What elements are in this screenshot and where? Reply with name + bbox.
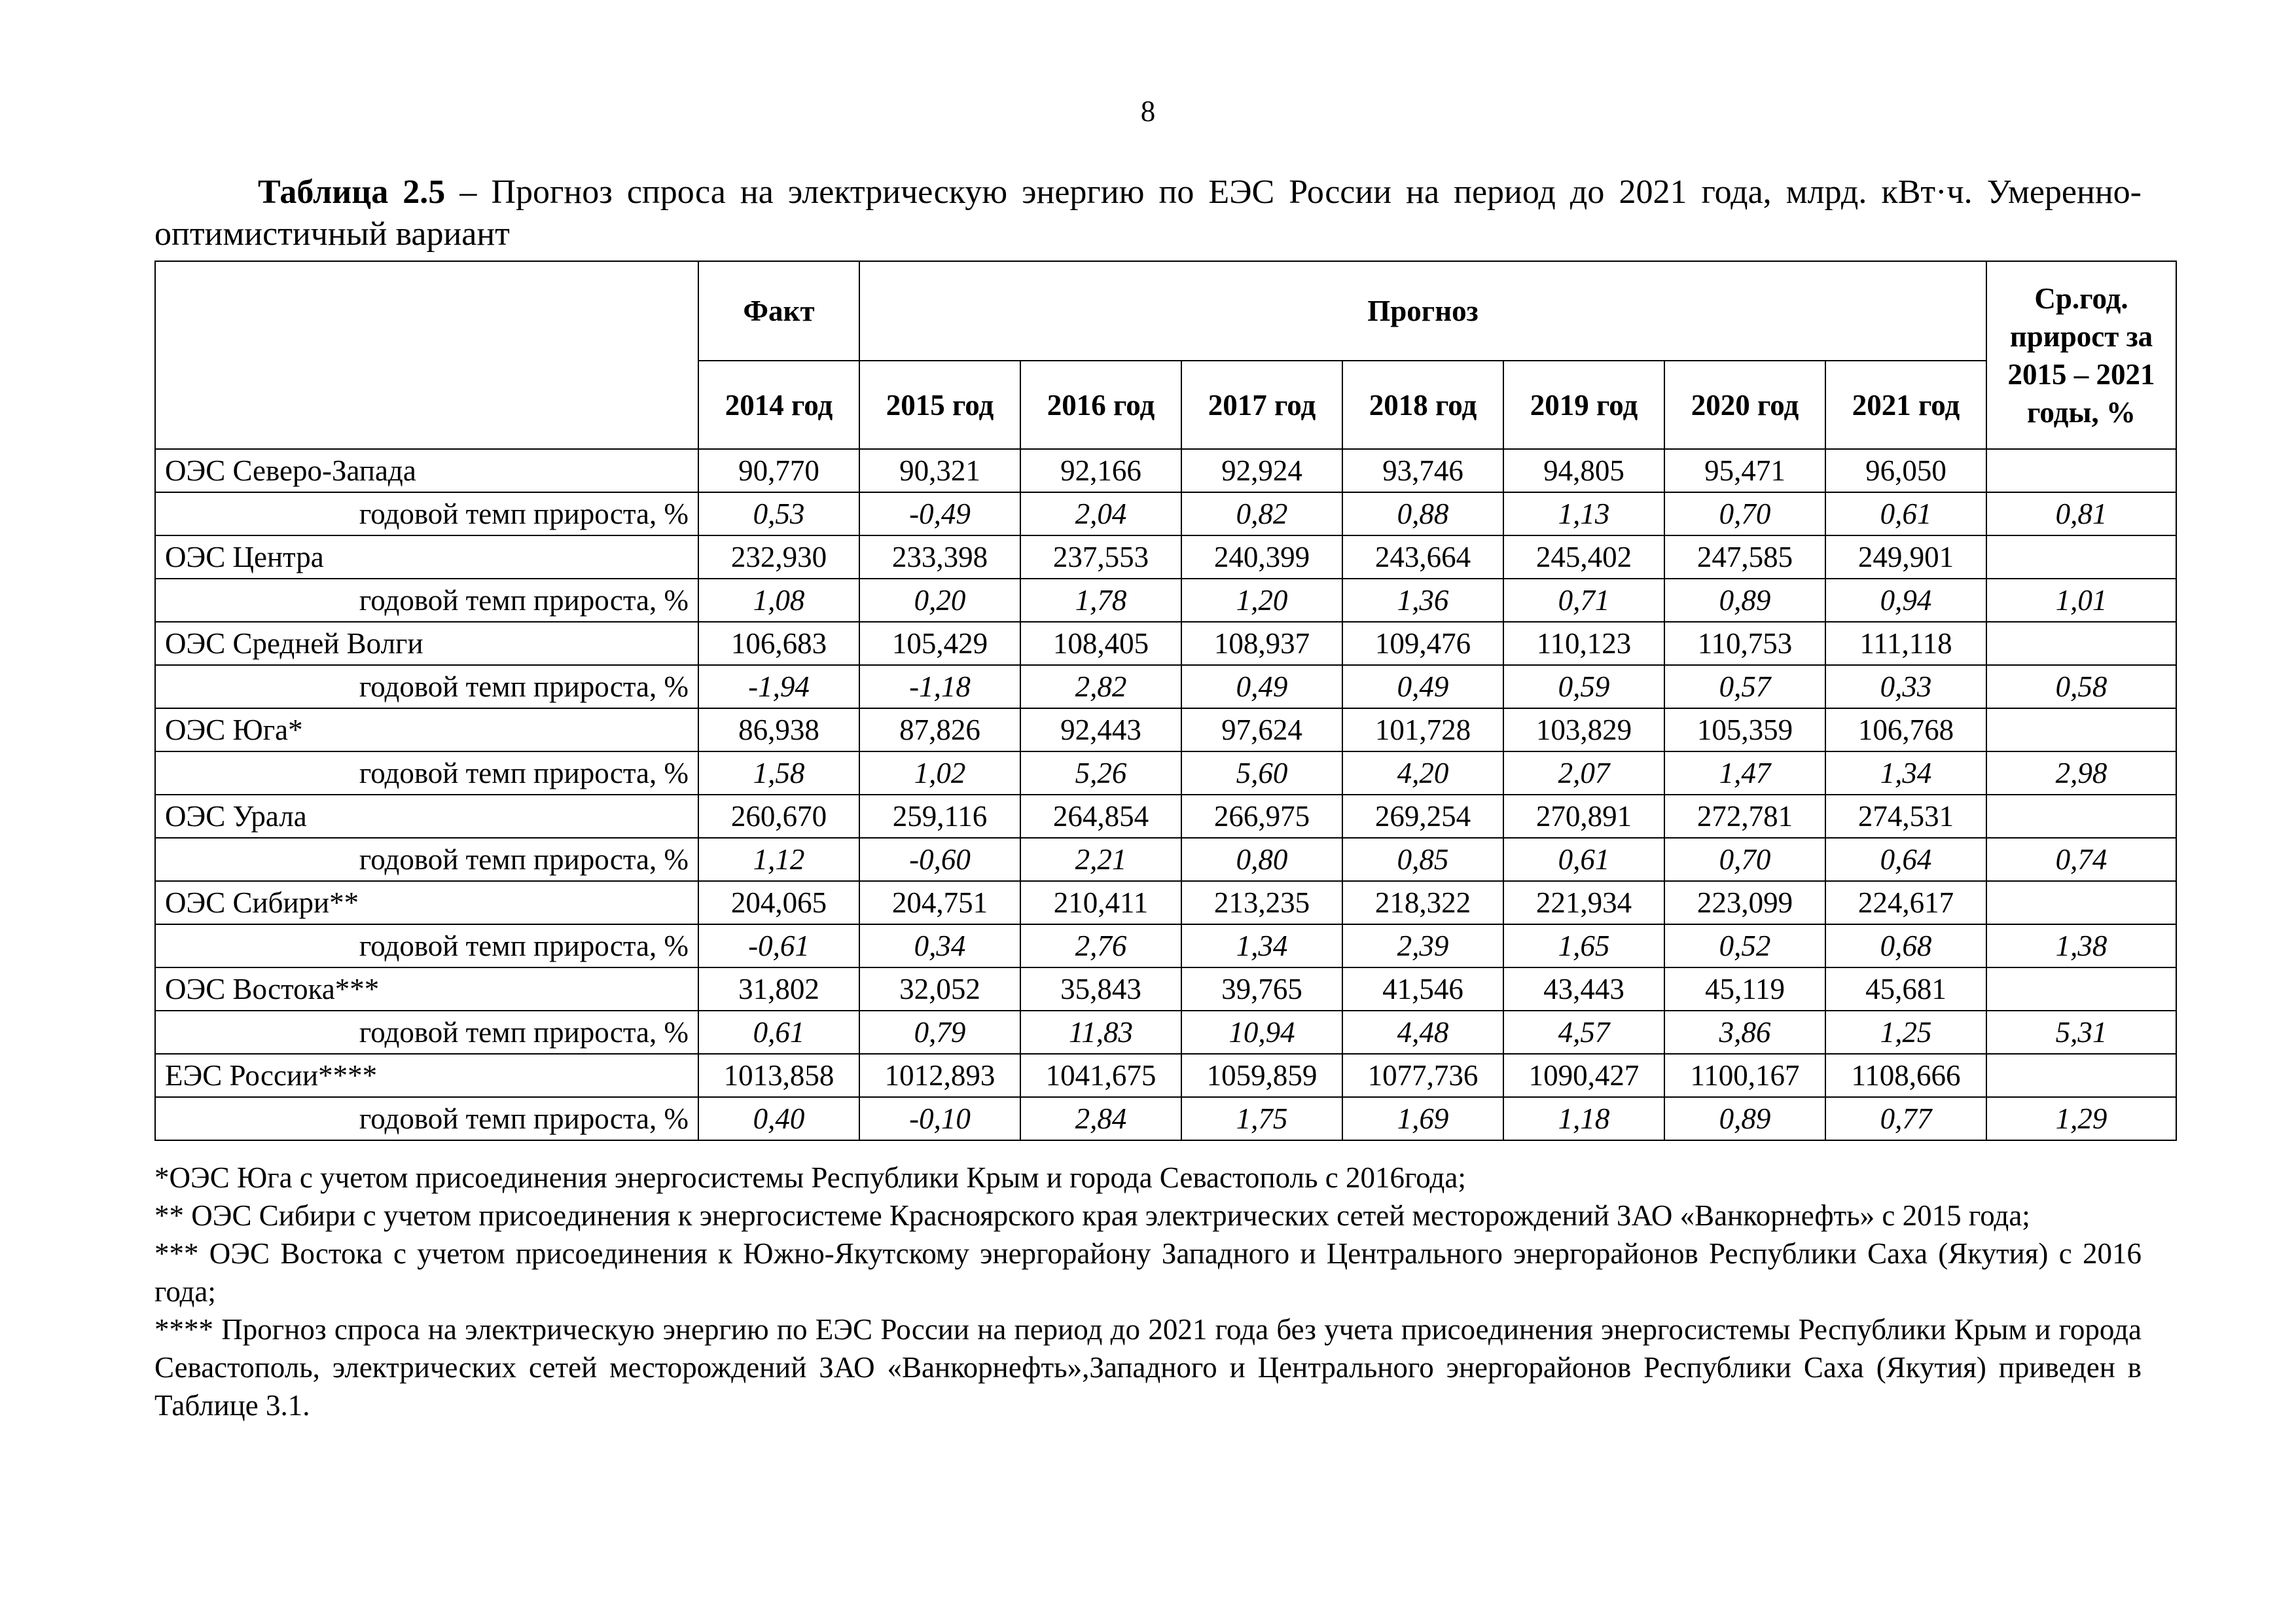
table-cell: 264,854 <box>1020 795 1181 838</box>
growth-rate-row <box>155 665 2176 708</box>
table-cell: 4,20 <box>1342 751 1503 795</box>
table-cell: 204,751 <box>859 881 1020 924</box>
energy-system-row <box>155 967 2176 1011</box>
table-cell: 92,924 <box>1181 449 1342 492</box>
table-cell: 1,34 <box>1181 924 1342 967</box>
table-cell: 95,471 <box>1664 449 1825 492</box>
table-cell: 213,235 <box>1181 881 1342 924</box>
growth-rate-label: годовой темп прироста, % <box>155 579 698 622</box>
table-cell: 11,83 <box>1020 1011 1181 1054</box>
header-year: 2016 год <box>1020 361 1181 449</box>
growth-rate-row <box>155 838 2176 881</box>
header-year: 2018 год <box>1342 361 1503 449</box>
table-cell: 1,75 <box>1181 1097 1342 1140</box>
growth-rate-label: годовой темп прироста, % <box>155 924 698 967</box>
table-cell: 93,746 <box>1342 449 1503 492</box>
table-cell: 274,531 <box>1825 795 1986 838</box>
avg-growth-cell <box>1986 535 2176 579</box>
table-cell: 1012,893 <box>859 1054 1020 1097</box>
avg-growth-cell: 1,01 <box>1986 579 2176 622</box>
table-cell: 92,443 <box>1020 708 1181 751</box>
table-cell: 35,843 <box>1020 967 1181 1011</box>
table-cell: 94,805 <box>1503 449 1664 492</box>
growth-rate-row <box>155 751 2176 795</box>
avg-growth-cell <box>1986 449 2176 492</box>
table-cell: 272,781 <box>1664 795 1825 838</box>
table-cell: 0,49 <box>1342 665 1503 708</box>
table-cell: 1,36 <box>1342 579 1503 622</box>
table-cell: 0,89 <box>1664 579 1825 622</box>
growth-rate-label: годовой темп прироста, % <box>155 838 698 881</box>
table-cell: 106,683 <box>698 622 859 665</box>
table-cell: 1059,859 <box>1181 1054 1342 1097</box>
table-cell: 1,08 <box>698 579 859 622</box>
table-cell: -1,94 <box>698 665 859 708</box>
table-cell: 2,21 <box>1020 838 1181 881</box>
header-year: 2021 год <box>1825 361 1986 449</box>
table-cell: 218,322 <box>1342 881 1503 924</box>
growth-rate-row <box>155 1097 2176 1140</box>
table-cell: 2,82 <box>1020 665 1181 708</box>
table-cell: 0,82 <box>1181 492 1342 535</box>
energy-system-name: ЕЭС России**** <box>155 1054 698 1097</box>
table-cell: 43,443 <box>1503 967 1664 1011</box>
avg-growth-cell: 5,31 <box>1986 1011 2176 1054</box>
table-cell: 0,59 <box>1503 665 1664 708</box>
table-cell: 0,70 <box>1664 838 1825 881</box>
avg-growth-cell: 0,81 <box>1986 492 2176 535</box>
table-cell: 0,53 <box>698 492 859 535</box>
table-cell: 4,57 <box>1503 1011 1664 1054</box>
table-cell: 3,86 <box>1664 1011 1825 1054</box>
table-cell: 0,61 <box>698 1011 859 1054</box>
energy-system-name: ОЭС Средней Волги <box>155 622 698 665</box>
table-cell: 111,118 <box>1825 622 1986 665</box>
table-cell: 45,119 <box>1664 967 1825 1011</box>
table-cell: 1,58 <box>698 751 859 795</box>
table-cell: 5,60 <box>1181 751 1342 795</box>
table-cell: 259,116 <box>859 795 1020 838</box>
table-cell: 0,61 <box>1503 838 1664 881</box>
table-cell: 32,052 <box>859 967 1020 1011</box>
table-cell: 1,20 <box>1181 579 1342 622</box>
table-cell: 0,79 <box>859 1011 1020 1054</box>
table-cell: 86,938 <box>698 708 859 751</box>
avg-growth-cell <box>1986 795 2176 838</box>
table-cell: 0,70 <box>1664 492 1825 535</box>
page-number: 8 <box>1140 95 1156 128</box>
table-cell: 1090,427 <box>1503 1054 1664 1097</box>
table-cell: 108,937 <box>1181 622 1342 665</box>
table-cell: 223,099 <box>1664 881 1825 924</box>
table-cell: 0,88 <box>1342 492 1503 535</box>
table-cell: 0,89 <box>1664 1097 1825 1140</box>
table-cell: 210,411 <box>1020 881 1181 924</box>
energy-system-row <box>155 535 2176 579</box>
growth-rate-row <box>155 1011 2176 1054</box>
table-cell: 105,359 <box>1664 708 1825 751</box>
table-cell: 39,765 <box>1181 967 1342 1011</box>
table-cell: 96,050 <box>1825 449 1986 492</box>
header-empty-cell <box>155 261 698 449</box>
table-cell: 0,77 <box>1825 1097 1986 1140</box>
table-cell: 2,84 <box>1020 1097 1181 1140</box>
header-fact: Факт <box>698 261 859 361</box>
table-cell: 1,47 <box>1664 751 1825 795</box>
header-year: 2017 год <box>1181 361 1342 449</box>
table-cell: 0,61 <box>1825 492 1986 535</box>
table-cell: 249,901 <box>1825 535 1986 579</box>
table-cell: 109,476 <box>1342 622 1503 665</box>
footnote: **** Прогноз спроса на электрическую энергию по ЕЭС России на период до 2021 года без учета присоединения энергосистемы Республики Крым и города Севастополь, электрических сетей месторождений ЗАО «Ванкорнефть»,Западного и Центрального энергорайонов Республики Саха (Якутия) приведен в Таблице 3.1. <box>154 1313 2142 1422</box>
table-cell: 266,975 <box>1181 795 1342 838</box>
table-cell: 0,85 <box>1342 838 1503 881</box>
avg-growth-cell <box>1986 1054 2176 1097</box>
table-cell: 90,321 <box>859 449 1020 492</box>
header-year: 2015 год <box>859 361 1020 449</box>
table-cell: 5,26 <box>1020 751 1181 795</box>
growth-rate-row <box>155 492 2176 535</box>
table-cell: 0,34 <box>859 924 1020 967</box>
energy-system-row <box>155 1054 2176 1097</box>
table-cell: -0,10 <box>859 1097 1020 1140</box>
avg-growth-cell: 2,98 <box>1986 751 2176 795</box>
table-cell: 97,624 <box>1181 708 1342 751</box>
table-cell: 1,69 <box>1342 1097 1503 1140</box>
avg-growth-cell: 1,29 <box>1986 1097 2176 1140</box>
energy-system-row <box>155 622 2176 665</box>
avg-growth-cell: 0,74 <box>1986 838 2176 881</box>
table-cell: 92,166 <box>1020 449 1181 492</box>
table-cell: 0,52 <box>1664 924 1825 967</box>
table-cell: -1,18 <box>859 665 1020 708</box>
avg-growth-cell: 0,58 <box>1986 665 2176 708</box>
table-caption-text: – Прогноз спроса на электрическую энергию по ЕЭС России на период до 2021 года, млрд. кВт·ч. Умеренно-оптимистичный вариант <box>154 173 2142 253</box>
energy-system-row <box>155 881 2176 924</box>
table-cell: 1,13 <box>1503 492 1664 535</box>
table-cell: 41,546 <box>1342 967 1503 1011</box>
table-cell: 204,065 <box>698 881 859 924</box>
table-cell: 90,770 <box>698 449 859 492</box>
table-cell: 2,39 <box>1342 924 1503 967</box>
table-cell: 110,123 <box>1503 622 1664 665</box>
table-cell: 31,802 <box>698 967 859 1011</box>
growth-rate-label: годовой темп прироста, % <box>155 492 698 535</box>
footnotes <box>154 1159 2142 1424</box>
table-cell: 108,405 <box>1020 622 1181 665</box>
avg-growth-cell <box>1986 622 2176 665</box>
table-cell: 245,402 <box>1503 535 1664 579</box>
header-year: 2019 год <box>1503 361 1664 449</box>
energy-system-name: ОЭС Центра <box>155 535 698 579</box>
growth-rate-label: годовой темп прироста, % <box>155 1097 698 1140</box>
table-cell: 243,664 <box>1342 535 1503 579</box>
table-cell: 237,553 <box>1020 535 1181 579</box>
header-year: 2014 год <box>698 361 859 449</box>
growth-rate-label: годовой темп прироста, % <box>155 1011 698 1054</box>
energy-system-row <box>155 795 2176 838</box>
table-cell: 0,94 <box>1825 579 1986 622</box>
table-cell: 260,670 <box>698 795 859 838</box>
table-cell: 1077,736 <box>1342 1054 1503 1097</box>
table-cell: -0,49 <box>859 492 1020 535</box>
table-cell: -0,61 <box>698 924 859 967</box>
footnote: ** ОЭС Сибири с учетом присоединения к энергосистеме Красноярского края электрических сетей месторождений ЗАО «Ванкорнефть» с 2015 года; <box>154 1199 2030 1232</box>
growth-rate-label: годовой темп прироста, % <box>155 665 698 708</box>
table-cell: 0,33 <box>1825 665 1986 708</box>
table-cell: 0,49 <box>1181 665 1342 708</box>
growth-rate-label: годовой темп прироста, % <box>155 751 698 795</box>
energy-system-name: ОЭС Востока*** <box>155 967 698 1011</box>
table-cell: -0,60 <box>859 838 1020 881</box>
table-cell: 1,12 <box>698 838 859 881</box>
table-cell: 45,681 <box>1825 967 1986 1011</box>
table-caption <box>154 171 2142 255</box>
table-cell: 103,829 <box>1503 708 1664 751</box>
table-cell: 10,94 <box>1181 1011 1342 1054</box>
table-cell: 240,399 <box>1181 535 1342 579</box>
table-cell: 1,65 <box>1503 924 1664 967</box>
table-cell: 224,617 <box>1825 881 1986 924</box>
table-cell: 101,728 <box>1342 708 1503 751</box>
table-cell: 1041,675 <box>1020 1054 1181 1097</box>
table-cell: 2,07 <box>1503 751 1664 795</box>
growth-rate-row <box>155 579 2176 622</box>
table-cell: 1,34 <box>1825 751 1986 795</box>
table-cell: 269,254 <box>1342 795 1503 838</box>
table-cell: 247,585 <box>1664 535 1825 579</box>
table-cell: 1,78 <box>1020 579 1181 622</box>
table-cell: 105,429 <box>859 622 1020 665</box>
table-cell: 1013,858 <box>698 1054 859 1097</box>
table-cell: 106,768 <box>1825 708 1986 751</box>
growth-rate-row <box>155 924 2176 967</box>
table-cell: 2,04 <box>1020 492 1181 535</box>
table-cell: 232,930 <box>698 535 859 579</box>
table-cell: 1100,167 <box>1664 1054 1825 1097</box>
table-cell: 0,40 <box>698 1097 859 1140</box>
table-cell: 0,68 <box>1825 924 1986 967</box>
energy-system-row <box>155 708 2176 751</box>
energy-system-name: ОЭС Юга* <box>155 708 698 751</box>
table-cell: 0,57 <box>1664 665 1825 708</box>
avg-growth-cell <box>1986 967 2176 1011</box>
table-cell: 2,76 <box>1020 924 1181 967</box>
table-cell: 4,48 <box>1342 1011 1503 1054</box>
header-year: 2020 год <box>1664 361 1825 449</box>
table-cell: 0,64 <box>1825 838 1986 881</box>
energy-system-row <box>155 449 2176 492</box>
footnote: *** ОЭС Востока с учетом присоединения к Южно-Якутскому энергорайону Западного и Центрального энергорайонов Республики Саха (Якутия) с 2016 года; <box>154 1237 2142 1308</box>
table-cell: 0,80 <box>1181 838 1342 881</box>
avg-growth-cell <box>1986 708 2176 751</box>
table-cell: 1,02 <box>859 751 1020 795</box>
avg-growth-cell: 1,38 <box>1986 924 2176 967</box>
table-cell: 110,753 <box>1664 622 1825 665</box>
table-cell: 221,934 <box>1503 881 1664 924</box>
table-cell: 270,891 <box>1503 795 1664 838</box>
avg-growth-cell <box>1986 881 2176 924</box>
header-forecast: Прогноз <box>859 261 1986 361</box>
table-cell: 0,20 <box>859 579 1020 622</box>
energy-system-name: ОЭС Сибири** <box>155 881 698 924</box>
energy-system-name: ОЭС Урала <box>155 795 698 838</box>
footnote: *ОЭС Юга с учетом присоединения энергосистемы Республики Крым и города Севастополь с 2016года; <box>154 1161 1466 1194</box>
table-cell: 0,71 <box>1503 579 1664 622</box>
table-cell: 233,398 <box>859 535 1020 579</box>
table-cell: 87,826 <box>859 708 1020 751</box>
demand-forecast-table <box>154 261 2177 1141</box>
energy-system-name: ОЭС Северо-Запада <box>155 449 698 492</box>
table-cell: 1108,666 <box>1825 1054 1986 1097</box>
table-cell: 1,18 <box>1503 1097 1664 1140</box>
table-caption-label: Таблица 2.5 <box>258 173 446 211</box>
table-cell: 1,25 <box>1825 1011 1986 1054</box>
header-avg-growth: Ср.год. прирост за 2015 – 2021 годы, % <box>1986 261 2176 449</box>
